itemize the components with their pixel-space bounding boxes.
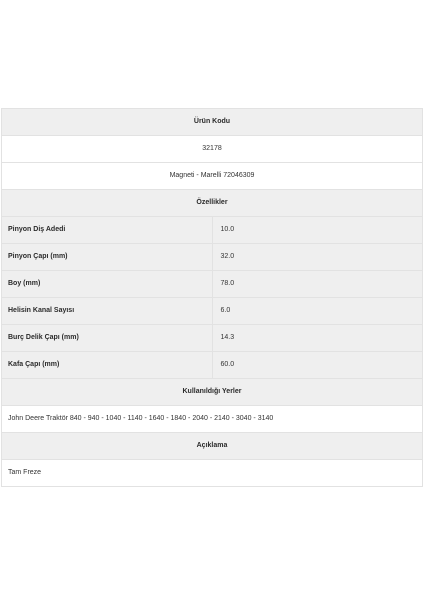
features-header-row — [2, 190, 423, 217]
spec-label: Kafa Çapı (mm) — [2, 352, 213, 379]
spec-row — [2, 271, 423, 298]
spec-value: 6.0 — [212, 298, 423, 325]
description-header: Açıklama — [2, 433, 423, 460]
product-code-header: Ürün Kodu — [2, 109, 423, 136]
product-spec-table — [1, 108, 423, 487]
spec-value: 10.0 — [212, 217, 423, 244]
spec-value: 14.3 — [212, 325, 423, 352]
spec-label: Boy (mm) — [2, 271, 213, 298]
spec-value: 32.0 — [212, 244, 423, 271]
spec-row — [2, 298, 423, 325]
spec-label: Pinyon Çapı (mm) — [2, 244, 213, 271]
product-code-value: 32178 — [2, 136, 423, 163]
usage-header-row — [2, 379, 423, 406]
product-code-row — [2, 136, 423, 163]
spec-value: 78.0 — [212, 271, 423, 298]
spec-value: 60.0 — [212, 352, 423, 379]
description-header-row — [2, 433, 423, 460]
usage-row — [2, 406, 423, 433]
spec-row — [2, 244, 423, 271]
spec-row — [2, 325, 423, 352]
cross-reference-row — [2, 163, 423, 190]
description-row — [2, 460, 423, 487]
spec-row — [2, 217, 423, 244]
features-header: Özellikler — [2, 190, 423, 217]
spec-label: Pinyon Diş Adedi — [2, 217, 213, 244]
product-code-header-row — [2, 109, 423, 136]
usage-text: John Deere Traktör 840 - 940 - 1040 - 1140 - 1640 - 1840 - 2040 - 2140 - 3040 - 3140 — [2, 406, 423, 433]
usage-header: Kullanıldığı Yerler — [2, 379, 423, 406]
description-text: Tam Freze — [2, 460, 423, 487]
cross-reference-value: Magneti - Marelli 72046309 — [2, 163, 423, 190]
spec-label: Burç Delik Çapı (mm) — [2, 325, 213, 352]
spec-row — [2, 352, 423, 379]
spec-label: Helisin Kanal Sayısı — [2, 298, 213, 325]
